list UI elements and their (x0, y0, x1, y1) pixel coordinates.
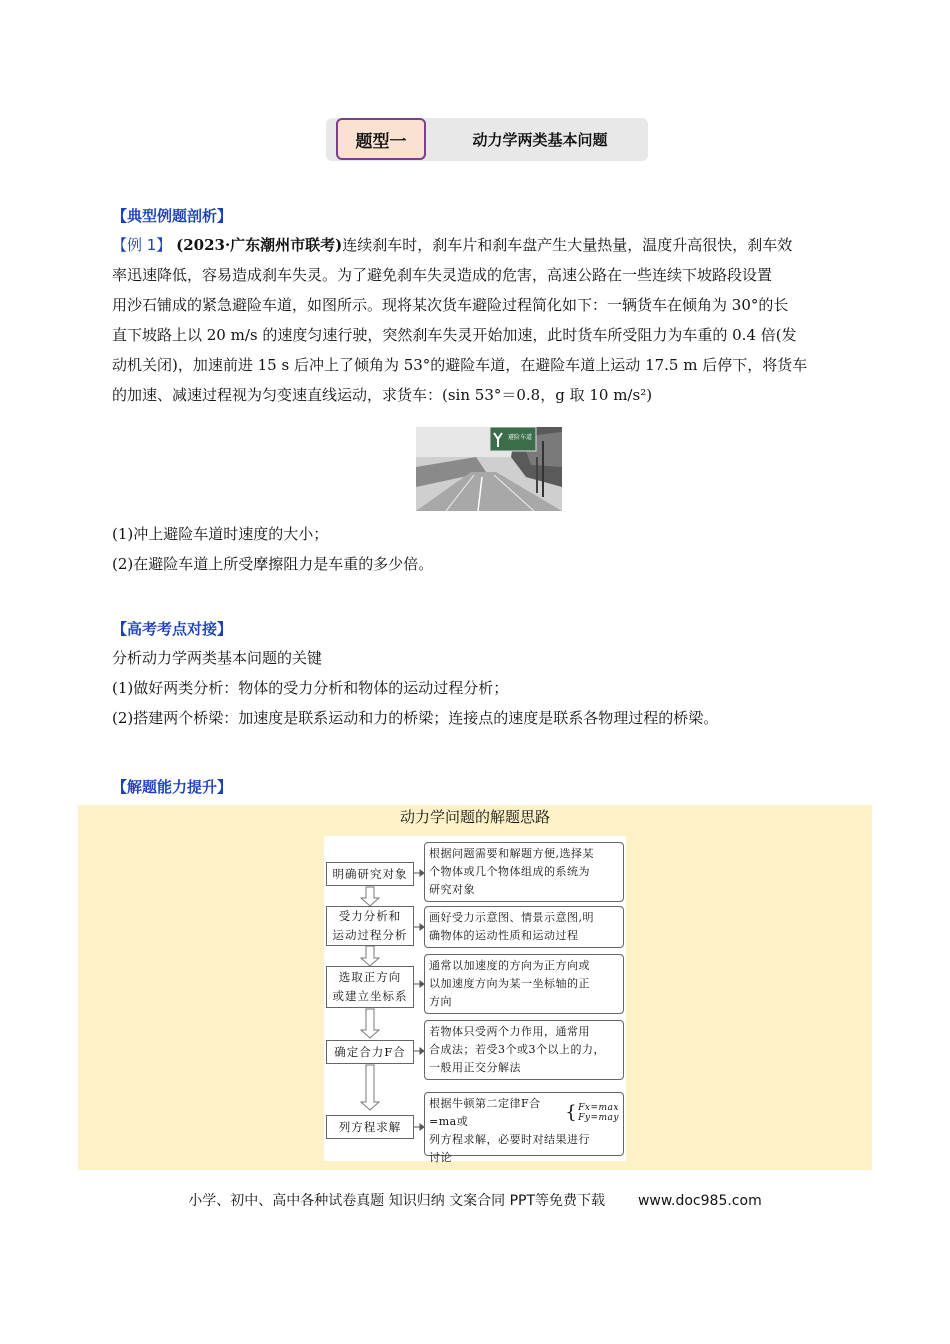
section-heading-examples: 【典型例题剖析】 (112, 207, 233, 225)
step-2-label: 受力分析和 运动过程分析 (326, 906, 414, 946)
example-line-5: 动机关闭)，加速前进 15 s 后冲上了倾角为 53°的避险车道，在避险车道上运动 17.5 m 后停下，将货车 (112, 356, 808, 374)
keypoints-item-1: (1)做好两类分析：物体的受力分析和物体的运动过程分析； (112, 679, 509, 697)
question-1: (1)冲上避险车道时速度的大小； (112, 525, 329, 543)
step-1-detail: 根据问题需要和解题方便,选择某 个物体或几个物体组成的系统为 研究对象 (424, 842, 624, 902)
page-footer (0, 1190, 950, 1210)
example-line-3: 用沙石铺成的紧急避险车道，如图所示。现将某次货车避险过程简化如下：一辆货车在倾角为 30°的长 (112, 296, 789, 314)
topic-tag: 题型一 (336, 118, 426, 160)
section-heading-keypoints: 【高考考点对接】 (112, 620, 233, 638)
example-line-6: 的加速、减速过程视为匀变速直线运动，求货车：(sin 53°＝0.8，g 取 10 m/s²) (112, 386, 653, 404)
step-2-detail: 画好受力示意图、情景示意图,明 确物体的运动性质和运动过程 (424, 906, 624, 948)
example-line-4: 直下坡路上以 20 m/s 的速度匀速行驶，突然刹车失灵开始加速，此时货车所受阻力为车重的 0.4 倍(发 (112, 326, 797, 344)
flowchart (324, 836, 626, 1164)
example-paragraph (112, 230, 864, 410)
step-5-detail: 根据牛顿第二定律F合=ma或 { Fx=max Fy=may 列方程求解，必要时对结果进行 讨论 (424, 1092, 624, 1156)
keypoints-intro: 分析动力学两类基本问题的关键 (112, 649, 323, 667)
step-4-label: 确定合力F合 (326, 1040, 414, 1064)
section-heading-skills: 【解题能力提升】 (112, 778, 233, 796)
sign-text: 避险车道 (508, 434, 533, 441)
footer-url[interactable]: www.doc985.com (637, 1193, 762, 1209)
step-5-label: 列方程求解 (326, 1115, 414, 1139)
example-line-1: 连续刹车时，刹车片和刹车盘产生大量热量，温度升高很快，刹车效 (342, 236, 793, 254)
example-source: (2023·广东潮州市联考) (176, 236, 343, 254)
escape-lane-photo (416, 427, 562, 511)
footer-text: 小学、初中、高中各种试卷真题 知识归纳 文案合同 PPT等免费下载 (188, 1193, 606, 1209)
topic-title: 动力学两类基本问题 (472, 131, 608, 149)
step-3-detail: 通常以加速度的方向为正方向或 以加速度方向为某一坐标轴的正 方向 (424, 954, 624, 1014)
step-4-detail: 若物体只受两个力作用，通常用 合成法；若受3个或3个以上的力， 一般用正交分解法 (424, 1020, 624, 1080)
component-equations: Fx=max Fy=may (578, 1103, 619, 1123)
keypoints-item-2: (2)搭建两个桥梁：加速度是联系运动和力的桥梁；连接点的速度是联系各物理过程的桥梁。 (112, 709, 719, 727)
step-1-label: 明确研究对象 (326, 862, 414, 886)
brace-icon: { (565, 1102, 578, 1123)
step-3-label: 选取正方向 或建立坐标系 (326, 966, 414, 1008)
example-line-2: 率迅速降低，容易造成刹车失灵。为了避免刹车失灵造成的危害，高速公路在一些连续下坡路段设置 (112, 266, 773, 284)
question-2: (2)在避险车道上所受摩擦阻力是车重的多少倍。 (112, 555, 434, 573)
panel-title: 动力学问题的解题思路 (399, 808, 550, 826)
example-label: 【例 1】 (112, 236, 172, 254)
